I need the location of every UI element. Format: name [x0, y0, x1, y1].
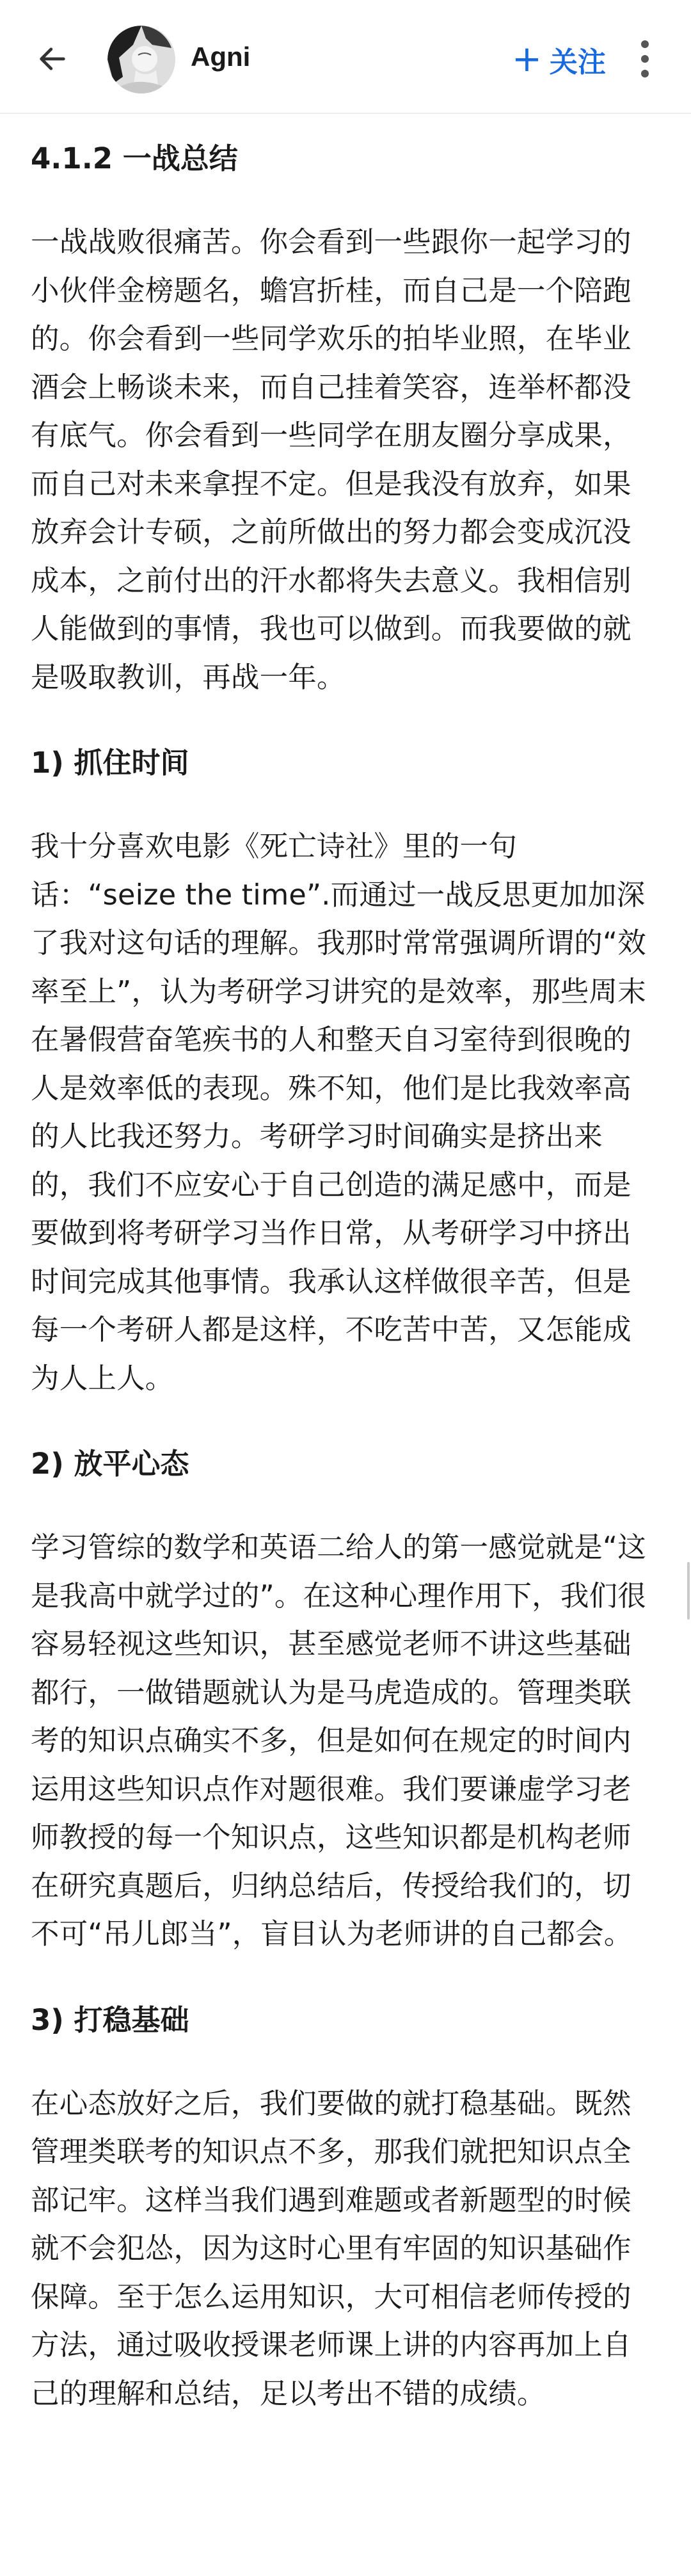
scrollbar-thumb[interactable]: [687, 1562, 690, 1620]
article-body: [31, 114, 651, 2418]
plus-icon: +: [512, 38, 542, 80]
arrow-left-icon: [36, 42, 69, 76]
author-name[interactable]: Agni: [191, 42, 251, 72]
dot: [641, 40, 649, 48]
section-heading: 2) 放平心态: [31, 1447, 189, 1481]
section-paragraph: 学习管综的数学和英语二给人的第一感觉就是“这是我高中就学过的”。在这种心理作用下，我们很容易轻视这些知识，甚至感觉老师不讲这些基础都行，一做错题就认为是马虎造成的。管理类联考的知识点确实不多，但是如何在规定的时间内运用这些知识点作对题很难。我们要谦虚学习老师教授的每一个知识点，这些知识都是机构老师在研究真题后，归纳总结后，传授给我们的，切不可“吊儿郎当”，盲目认为老师讲的自己都会。: [31, 1531, 646, 1951]
section-paragraph: 一战战败很痛苦。你会看到一些跟你一起学习的小伙伴金榜题名，蟾宫折桂，而自己是一个陪跑的。你会看到一些同学欢乐的拍毕业照，在毕业酒会上畅谈未来，而自己挂着笑容，连举杯都没有底气。你会看到一些同学在朋友圈分享成果，而自己对未来拿捏不定。但是我没有放弃，如果放弃会计专硕，之前所做出的努力都会变成沉没成本，之前付出的汗水都将失去意义。我相信别人能做到的事情，我也可以做到。而我要做的就是吸取教训，再战一年。: [31, 226, 631, 694]
section-heading: 3) 打稳基础: [31, 2002, 189, 2037]
section-heading: 4.1.2 一战总结: [31, 141, 238, 175]
more-options-button[interactable]: [628, 33, 662, 85]
dot: [641, 70, 649, 77]
avatar[interactable]: [107, 26, 175, 93]
top-bar: [0, 0, 691, 114]
section-paragraph: 在心态放好之后，我们要做的就打稳基础。既然管理类联考的知识点不多，那我们就把知识点全部记牢。这样当我们遇到难题或者新题型的时候就不会犯怂，因为这时心里有牢固的知识基础作保障。至于怎么运用知识，大可相信老师传授的方法，通过吸收授课老师课上讲的内容再加上自己的理解和总结，足以考出不错的成绩。: [31, 2087, 631, 2410]
dot: [641, 55, 649, 63]
back-button[interactable]: [26, 32, 79, 86]
follow-label: 关注: [549, 46, 606, 79]
follow-button[interactable]: [505, 37, 612, 82]
section-heading: 1) 抓住时间: [31, 746, 189, 780]
section-paragraph: 我十分喜欢电影《死亡诗社》里的一句话：“seize the time”.而通过一战反思更加加深了我对这句话的理解。我那时常常强调所谓的“效率至上”，认为考研学习讲究的是效率，那些周末在暑假营奋笔疾书的人和整天自习室待到很晚的人是效率低的表现。殊不知，他们是比我效率高的人比我还努力。考研学习时间确实是挤出来的，我们不应安心于自己创造的满足感中，而是要做到将考研学习当作日常，从考研学习中挤出时间完成其他事情。我承认这样做很辛苦，但是每一个考研人都是这样，不吃苦中苦，又怎能成为人上人。: [31, 830, 646, 1395]
